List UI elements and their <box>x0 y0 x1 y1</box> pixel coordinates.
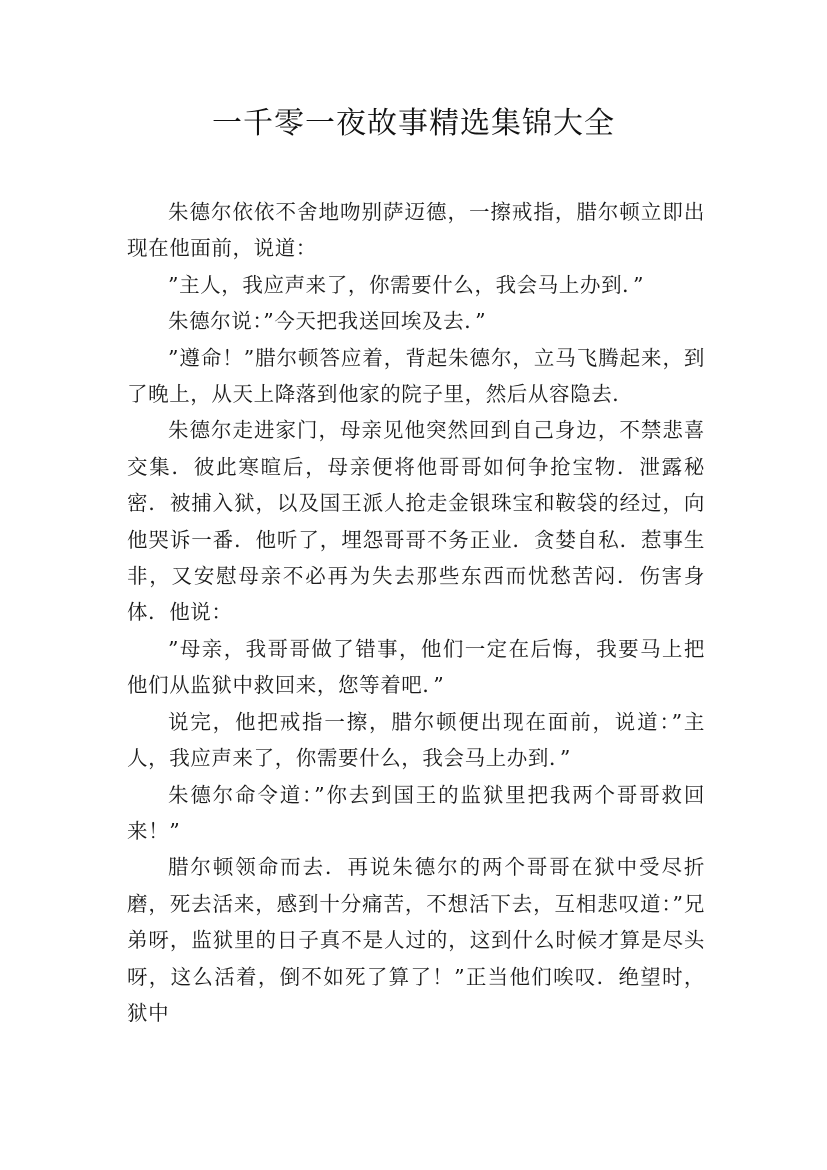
paragraph: ”遵命！”腊尔顿答应着，背起朱德尔，立马飞腾起来，到了晚上，从天上降落到他家的院子里，然后从容隐去． <box>127 345 705 407</box>
paragraph: 朱德尔走进家门，母亲见他突然回到自己身边，不禁悲喜交集．彼此寒暄后，母亲便将他哥哥如何争抢宝物．泄露秘密．被捕入狱，以及国王派人抢走金银珠宝和鞍袋的经过，向他哭诉一番．他听了，埋怨哥哥不务正业．贪婪自私．惹事生非，又安慰母亲不必再为失去那些东西而忧愁苦闷．伤害身体．他说： <box>127 418 705 625</box>
paragraph: 朱德尔依依不舍地吻别萨迈德，一擦戒指，腊尔顿立即出现在他面前，说道： <box>127 200 705 261</box>
paragraph: 朱德尔说：”今天把我送回埃及去．” <box>168 309 487 334</box>
paragraph: 说完，他把戒指一擦，腊尔顿便出现在面前，说道：”主人，我应声来了，你需要什么，我会马上办到．” <box>127 709 705 771</box>
document-title: 一千零一夜故事精选集锦大全 <box>212 106 615 141</box>
paragraph: ”主人，我应声来了，你需要什么，我会马上办到．” <box>168 272 645 297</box>
paragraph: ”母亲，我哥哥做了错事，他们一定在后悔，我要马上把他们从监狱中救回来，您等着吧．” <box>127 636 705 698</box>
document-body <box>127 194 705 1031</box>
paragraph: 腊尔顿领命而去．再说朱德尔的两个哥哥在狱中受尽折磨，死去活来，感到十分痛苦，不想活下去，互相悲叹道：”兄弟呀，监狱里的日子真不是人过的，这到什么时候才算是尽头呀，这么活着，倒不如死了算了！”正当他们唉叹．绝望时，狱中 <box>127 855 705 1025</box>
paragraph: 朱德尔命令道：”你去到国王的监狱里把我两个哥哥救回来！” <box>127 782 705 843</box>
